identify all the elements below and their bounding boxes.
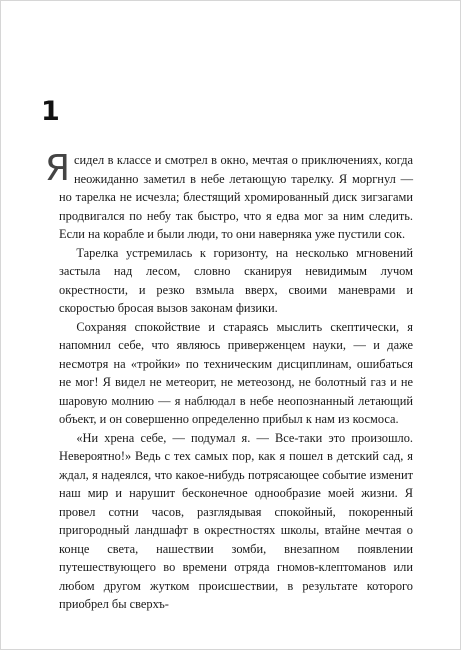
paragraph-1 <box>45 148 413 244</box>
paragraph-1-text: сидел в классе и смотрел в окно, мечтая о приключениях, когда неожиданно заметил в небе летающую тарелку. Я моргнул — но тарелка не исчезла; блестящий хромированный диск зигзагами продвигался по небу так быстро, что я едва мог за ним следить. Если на корабле и были люди, то они наверняка уже пустили сок. <box>59 153 413 241</box>
paragraph-4: «Ни хрена себе, — подумал я. — Все-таки это произошло. Невероятно!» Ведь с тех самых пор, как я пошел в детский сад, я ждал, я надеялся, что какое-нибудь потрясающее событие изменит наш мир и нарушит бесконечное однообразие моей жизни. Я провел сотни часов, разглядывая спокойный, покоренный пригородный ландшафт в окрестностях школы, втайне мечтая о конце света, нашествии зомби, внезапном появлении путешествующего во времени отряда гномов-клептоманов или любом другом жутком происшествии, в результате которого приобрел бы сверхъ- <box>59 430 413 611</box>
drop-cap: Я <box>45 148 71 189</box>
paragraph-3: Сохраняя спокойствие и стараясь мыслить скептически, я напомнил себе, что являюсь приверженцем науки, — и даже несмотря на «тройки» по техническим дисциплинам, ошибаться не мог! Я видел не метеорит, не метеозонд, не болотный газ и не шаровую молнию — я наблюдал в небе неопознанный летающий объект, и он совершенно определенно прибыл к нам из космоса. <box>59 319 413 426</box>
chapter-body <box>45 148 413 614</box>
paragraph-2: Тарелка устремилась к горизонту, на несколько мгновений застыла над лесом, словно сканируя невидимым лучом окрестности, и резко взмыла вверх, своими маневрами и скоростью бросая вызов законам физики. <box>59 245 413 315</box>
chapter-number: 1 <box>41 96 60 127</box>
